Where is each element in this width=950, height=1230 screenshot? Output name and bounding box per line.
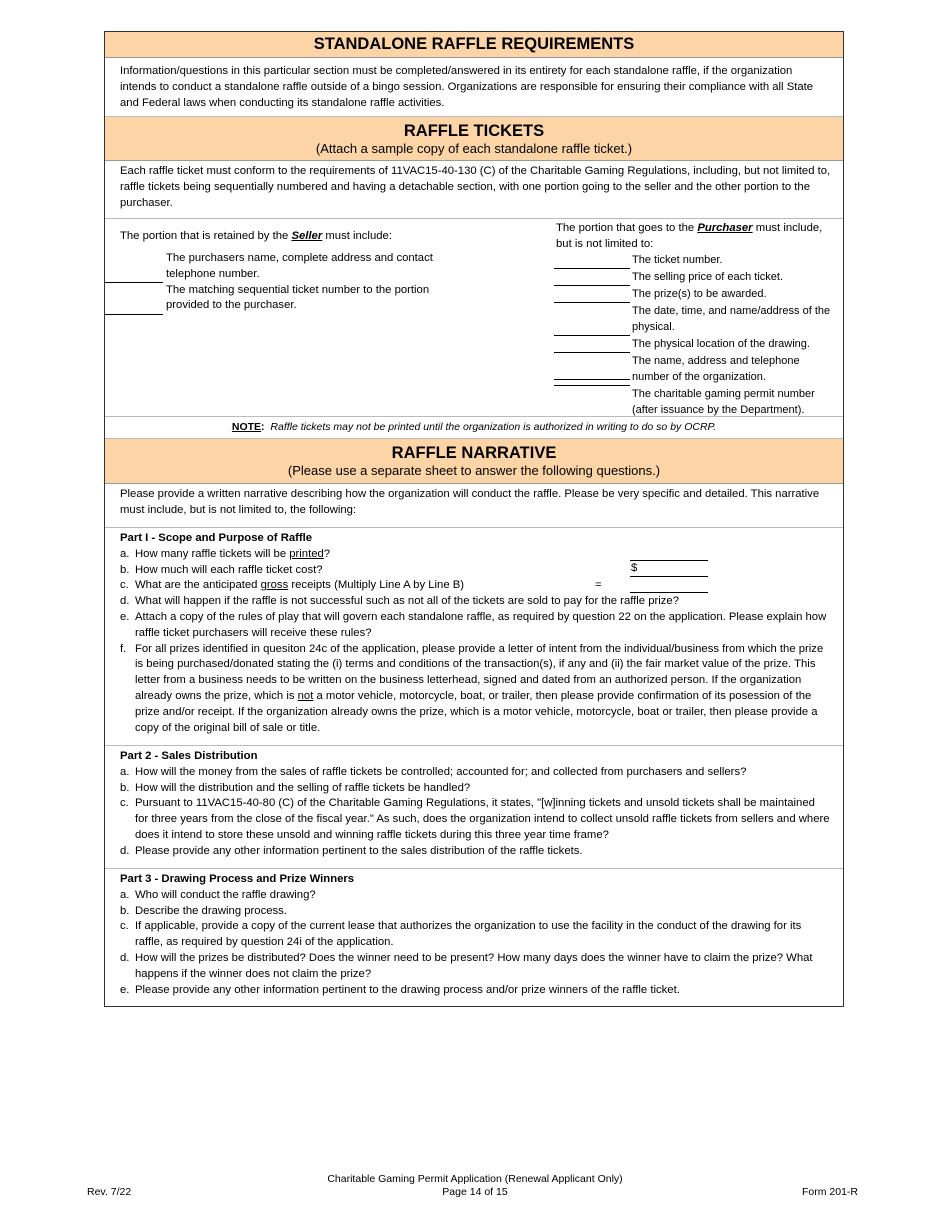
part3-item [120, 951, 831, 983]
tickets-header [105, 117, 843, 161]
part1-a-blank[interactable] [630, 545, 708, 561]
part1-c-equals: = [595, 579, 602, 591]
narrative-title: RAFFLE NARRATIVE [391, 444, 557, 462]
tickets-title: RAFFLE TICKETS [403, 122, 545, 140]
part3-item-text: Describe the drawing process. [135, 904, 287, 917]
purchaser-item: The ticket number. [554, 252, 834, 269]
seller-lead: The portion that is retained by the [120, 230, 292, 242]
part1-c-text: What are the anticipated [135, 579, 261, 592]
part2-item-text: Pursuant to 11VAC15-40-80 (C) of the Charitable Gaming Regulations, it states, "[w]inning tickets and unsold tickets shall be maintained for three years from the close of the fiscal year." As such, does the organization intend to collect unsold raffle tickets from sellers and where does it intend to store these unsold and winning raffle tickets during this three year time frame? [135, 797, 830, 841]
note-label: NOTE [231, 421, 262, 433]
part2-item-text: How will the money from the sales of raffle tickets be controlled; accounted for; and collected from purchasers and sellers? [135, 765, 747, 778]
narrative-intro [105, 484, 843, 528]
seller-item-1: The purchasers name, complete address and contact telephone number. [166, 252, 433, 280]
part1-item-f: f. For all prizes identified in quesiton 24c of the application, please provide a letter of intent from the individual/business from which the prize is being purchased/donated stating the (i) terms and conditions of the transaction(s), if any and (ii) the fair market value of the prize. This letter from a business needs to be written on the business letterhead, signed and dated from an authorized person. If the organization already owns the prize, which is not a motor vehicle, motorcycle, boat, or trailer, then please provide confirmation of its posession of the prize and/or receipt. If the organization already owns the prize, which is a motor vehicle, motorcycle, boat or trailer, then please provide a copy of the original bill of sale or title. [120, 642, 824, 734]
part1-item-c: c. What are the anticipated gross receipts (Multiply Line A by Line B) [120, 579, 465, 592]
purchaser-blank[interactable] [554, 303, 630, 336]
part2-item [120, 765, 831, 781]
part3-item-marker: b. [120, 904, 130, 917]
part1-item-b: b. How much will each raffle ticket cost? [120, 563, 323, 576]
purchaser-lead: The portion that goes to the [556, 222, 698, 234]
part1-a-underlined: printed [289, 547, 324, 560]
ticket-portions [105, 219, 843, 417]
part1-title: Part I - Scope and Purpose of Raffle [120, 532, 313, 544]
seller-heading [120, 229, 510, 245]
part2-list [120, 765, 831, 860]
part1-item-a: a. How many raffle tickets will be printed? [120, 547, 331, 560]
purchaser-item: The selling price of each ticket. [554, 269, 834, 286]
part3-item-text: If applicable, provide a copy of the current lease that authorizes the organization to use the facility in the conduct of the drawing for its raffle, as required by question 24i of the application. [135, 920, 802, 949]
seller-item-2: The matching sequential ticket number to the portion provided to the purchaser. [166, 283, 430, 312]
note-text: Raffle tickets may not be printed until the organization is authorized in writing to do so by OCRP. [270, 421, 717, 433]
part2-item-marker: d. [120, 844, 130, 857]
purchaser-word: Purchaser [697, 222, 753, 234]
part2-item [120, 781, 831, 797]
standalone-intro [105, 58, 843, 117]
footer-center [275, 1173, 675, 1199]
part3-item-text: How will the prizes be distributed? Does the winner need to be present? How many days does the winner have to claim the prize? What happens if the winner does not claim the prize? [135, 951, 813, 980]
purchaser-tail: must include, but is not limited to: [556, 222, 823, 250]
part3-item [120, 919, 831, 951]
narrative-header [105, 439, 843, 484]
purchaser-item: The charitable gaming permit number (after issuance by the Department). [632, 388, 815, 416]
purchaser-heading [556, 221, 826, 253]
part3-item [120, 888, 831, 904]
seller-word: Seller [291, 230, 323, 242]
part2-item [120, 796, 831, 843]
part2-item-marker: b. [120, 781, 130, 794]
purchaser-blank-last[interactable] [554, 379, 630, 380]
part2-item-text: How will the distribution and the selling of raffle tickets be handled? [135, 781, 471, 794]
standalone-title: STANDALONE RAFFLE REQUIREMENTS [313, 35, 635, 53]
tickets-subtitle: (Attach a sample copy of each standalone raffle ticket.) [315, 141, 633, 156]
footer-center-line1: Charitable Gaming Permit Application (Renewal Applicant Only) [327, 1173, 623, 1185]
part2-section [105, 746, 843, 869]
purchaser-blank[interactable] [554, 269, 630, 286]
part3-item-text: Please provide any other information pertinent to the drawing process and/or prize winners of the raffle ticket. [135, 983, 680, 996]
footer-page-number: Page 14 of 15 [442, 1186, 508, 1198]
footer-form: Form 201-R [802, 1186, 859, 1198]
tickets-intro [105, 161, 843, 219]
tickets-intro-text: Each raffle ticket must conform to the requirements of 11VAC15-40-130 (C) of the Charitable Gaming Regulations, including, but not limited to, raffle tickets being sequentially numbered and having a detachable section, with one portion going to the seller and the other portion to the purchaser. [120, 165, 831, 209]
seller-items [166, 251, 466, 314]
part1-section [105, 528, 843, 746]
part1-c-underlined: gross [260, 579, 289, 592]
narrative-intro-text: Please provide a written narrative describing how the organization will conduct the raffle. Please be very specific and detailed. This narrative must include, but is not limited to, the following: [120, 488, 820, 516]
part3-item-marker: d. [120, 951, 130, 964]
part1-c-blank[interactable] [630, 577, 708, 593]
standalone-intro-text: Information/questions in this particular section must be completed/answered in its entirety for each standalone raffle, if the organization intends to conduct a standalone raffle outside of a bingo session. Organizations are responsible for ensuring their compliance with all State and Federal laws when conducting its standalone raffle activities. [120, 65, 814, 109]
part3-item-marker: e. [120, 983, 130, 996]
part3-item [120, 904, 831, 920]
note-colon: : [261, 421, 265, 433]
part2-item [120, 844, 831, 860]
part3-item-text: Who will conduct the raffle drawing? [135, 888, 316, 901]
part1-f-end: a motor vehicle, motorcycle, boat, or trailer, then please provide confirmation of its posession of the prize and/or receipt. If the organization already owns the prize, which is a motor vehicle, motorcycle, boat or trailer, then please provide a copy of the original bill of sale or title. [135, 689, 818, 734]
part1-f-underlined: not [297, 689, 314, 702]
seller-portion [120, 229, 510, 245]
part2-item-marker: a. [120, 765, 130, 778]
part1-b-blank[interactable] [630, 561, 708, 577]
standalone-header [105, 32, 843, 58]
part1-a-end: ? [323, 547, 331, 560]
raffle-form [104, 31, 844, 1007]
part1-c-end: receipts (Multiply Line A by Line B) [288, 579, 465, 592]
part3-section [105, 869, 843, 1006]
part2-title: Part 2 - Sales Distribution [120, 750, 258, 762]
ticket-note [105, 417, 843, 439]
part1-item-d: d. What will happen if the raffle is not successful such as not all of the tickets are sold to pay for the raffle prize? [120, 595, 679, 608]
part2-item-marker: c. [120, 797, 129, 810]
purchaser-blank[interactable] [554, 353, 630, 386]
seller-blank-2[interactable] [105, 314, 163, 315]
part2-item-text: Please provide any other information pertinent to the sales distribution of the raffle tickets. [135, 844, 583, 857]
dollar-symbol: $ [631, 562, 638, 574]
seller-blank-1[interactable] [105, 282, 163, 283]
purchaser-blank[interactable] [554, 286, 630, 303]
part3-list [120, 888, 831, 999]
purchaser-blank[interactable] [554, 336, 630, 353]
part1-item-e: e. Attach a copy of the rules of play that will govern each standalone raffle, as required by question 22 on the application. Please explain how raffle ticket purchasers will receive these rules? [120, 610, 827, 639]
part3-item [120, 983, 831, 999]
seller-tail: must include: [322, 230, 392, 242]
part1-a-text: How many raffle tickets will be [135, 547, 290, 560]
part1-f-text: For all prizes identified in quesiton 24c of the application, please provide a letter of intent from the individual/business from which the prize is being purchased/donated stating the (i) terms and conditions of the transaction(s), if any and (ii) the fair market value of the prize. This letter from a business needs to be written on the business letterhead, signed and dated from an authorized person. If the organization already owns the prize, which is [135, 642, 824, 702]
narrative-subtitle: (Please use a separate sheet to answer the following questions.) [287, 463, 661, 478]
part3-item-marker: c. [120, 920, 129, 933]
footer-rev: Rev. 7/22 [87, 1186, 132, 1198]
purchaser-item: The prize(s) to be awarded. [554, 286, 834, 303]
part3-title: Part 3 - Drawing Process and Prize Winners [120, 873, 355, 885]
purchaser-item: The date, time, and name/address of the physical. [554, 303, 834, 336]
purchaser-item: The name, address and telephone number of the organization. [554, 353, 834, 386]
purchaser-items [554, 252, 834, 418]
purchaser-item: The physical location of the drawing. [554, 336, 834, 353]
part3-item-marker: a. [120, 888, 130, 901]
purchaser-blank[interactable] [554, 252, 630, 269]
